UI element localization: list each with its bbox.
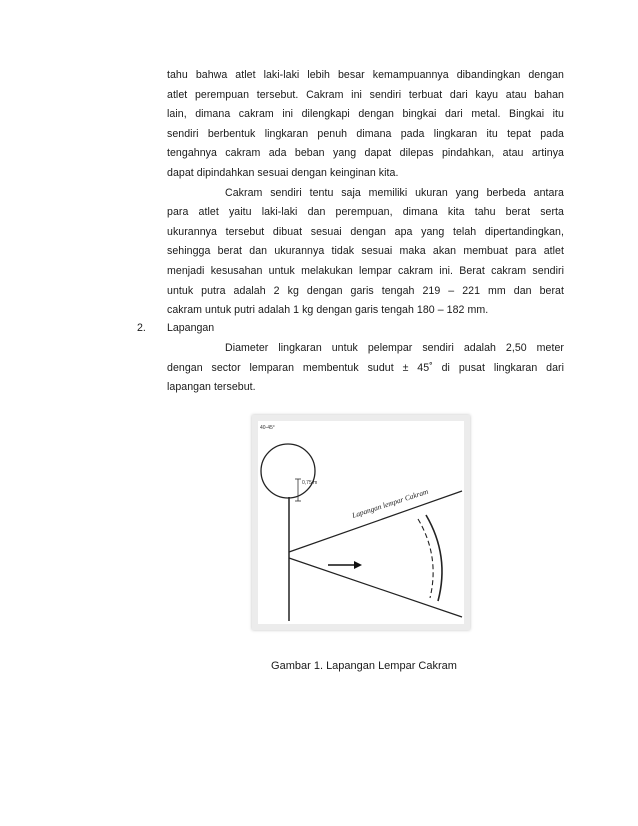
text-line: Cakram sendiri tentu saja memiliki ukuran yang berbeda antara — [225, 186, 564, 199]
radius-label: 0,75 m — [302, 480, 318, 486]
text-line: lapangan tersebut. — [167, 381, 256, 394]
direction-arrow-head — [354, 561, 362, 569]
section-title: Lapangan — [167, 322, 215, 334]
text-line: cakram untuk putri adalah 1 kg dengan garis tengah 180 – 182 mm. — [167, 304, 489, 317]
paragraph-cakram-material — [167, 66, 564, 321]
text-line: Diameter lingkaran untuk pelempar sendiri adalah 2,50 meter — [225, 342, 564, 354]
list-number: 2. — [137, 322, 146, 334]
text-line: dengan sector lemparan membentuk sudut ± 45˚ di pusat lingkaran dari — [167, 361, 564, 374]
field-label: Lapangan lempar Cakram — [350, 486, 430, 520]
throwing-circle — [261, 444, 318, 498]
text-line: dapat dipindahkan sesuai dengan keinginan kita. — [167, 166, 399, 179]
sector-line-upper — [289, 491, 462, 552]
text-line: para atlet yaitu laki-laki dan perempuan, dimana kita tahu berat serta — [167, 206, 564, 219]
sector-line-lower — [289, 558, 462, 617]
text-line: tahu bahwa atlet laki-laki lebih besar kemampuannya dibandingkan dengan — [167, 69, 564, 81]
text-line: untuk putra adalah 2 kg dengan garis tengah 219 – 221 mm dan berat — [167, 284, 564, 297]
text-line: ukurannya tersebut dibuat sesuai dengan apa yang telah dipertandingkan, — [167, 225, 564, 238]
field-diagram — [258, 421, 464, 624]
text-line: atlet perempuan tersebut. Cakram ini sendiri terbuat dari kayu atau bahan — [167, 88, 564, 101]
text-line: sehingga berat dan ukurannya tidak sesuai maka akan membuat para atlet — [167, 245, 564, 258]
text-line: lain, dimana cakram ini dilengkapi dengan bingkai dari metal. Bingkai itu — [167, 108, 564, 121]
figure-caption: Gambar 1. Lapangan Lempar Cakram — [271, 660, 457, 672]
figure-discus-field — [258, 421, 464, 624]
landing-arc-outer — [426, 515, 442, 601]
corner-label: 40-45° — [260, 425, 275, 431]
landing-arc-inner — [418, 519, 433, 598]
text-line: tengahnya cakram ada beban yang dapat dilepas pindahkan, atau artinya — [167, 147, 564, 160]
text-line: menjadi kesusahan untuk melakukan lempar cakram ini. Berat cakram sendiri — [167, 264, 564, 277]
figure-frame — [252, 415, 470, 630]
text-line: sendiri berbentuk lingkaran penuh dimana pada lingkaran itu tepat pada — [167, 127, 564, 140]
paragraph-lapangan — [167, 339, 564, 398]
